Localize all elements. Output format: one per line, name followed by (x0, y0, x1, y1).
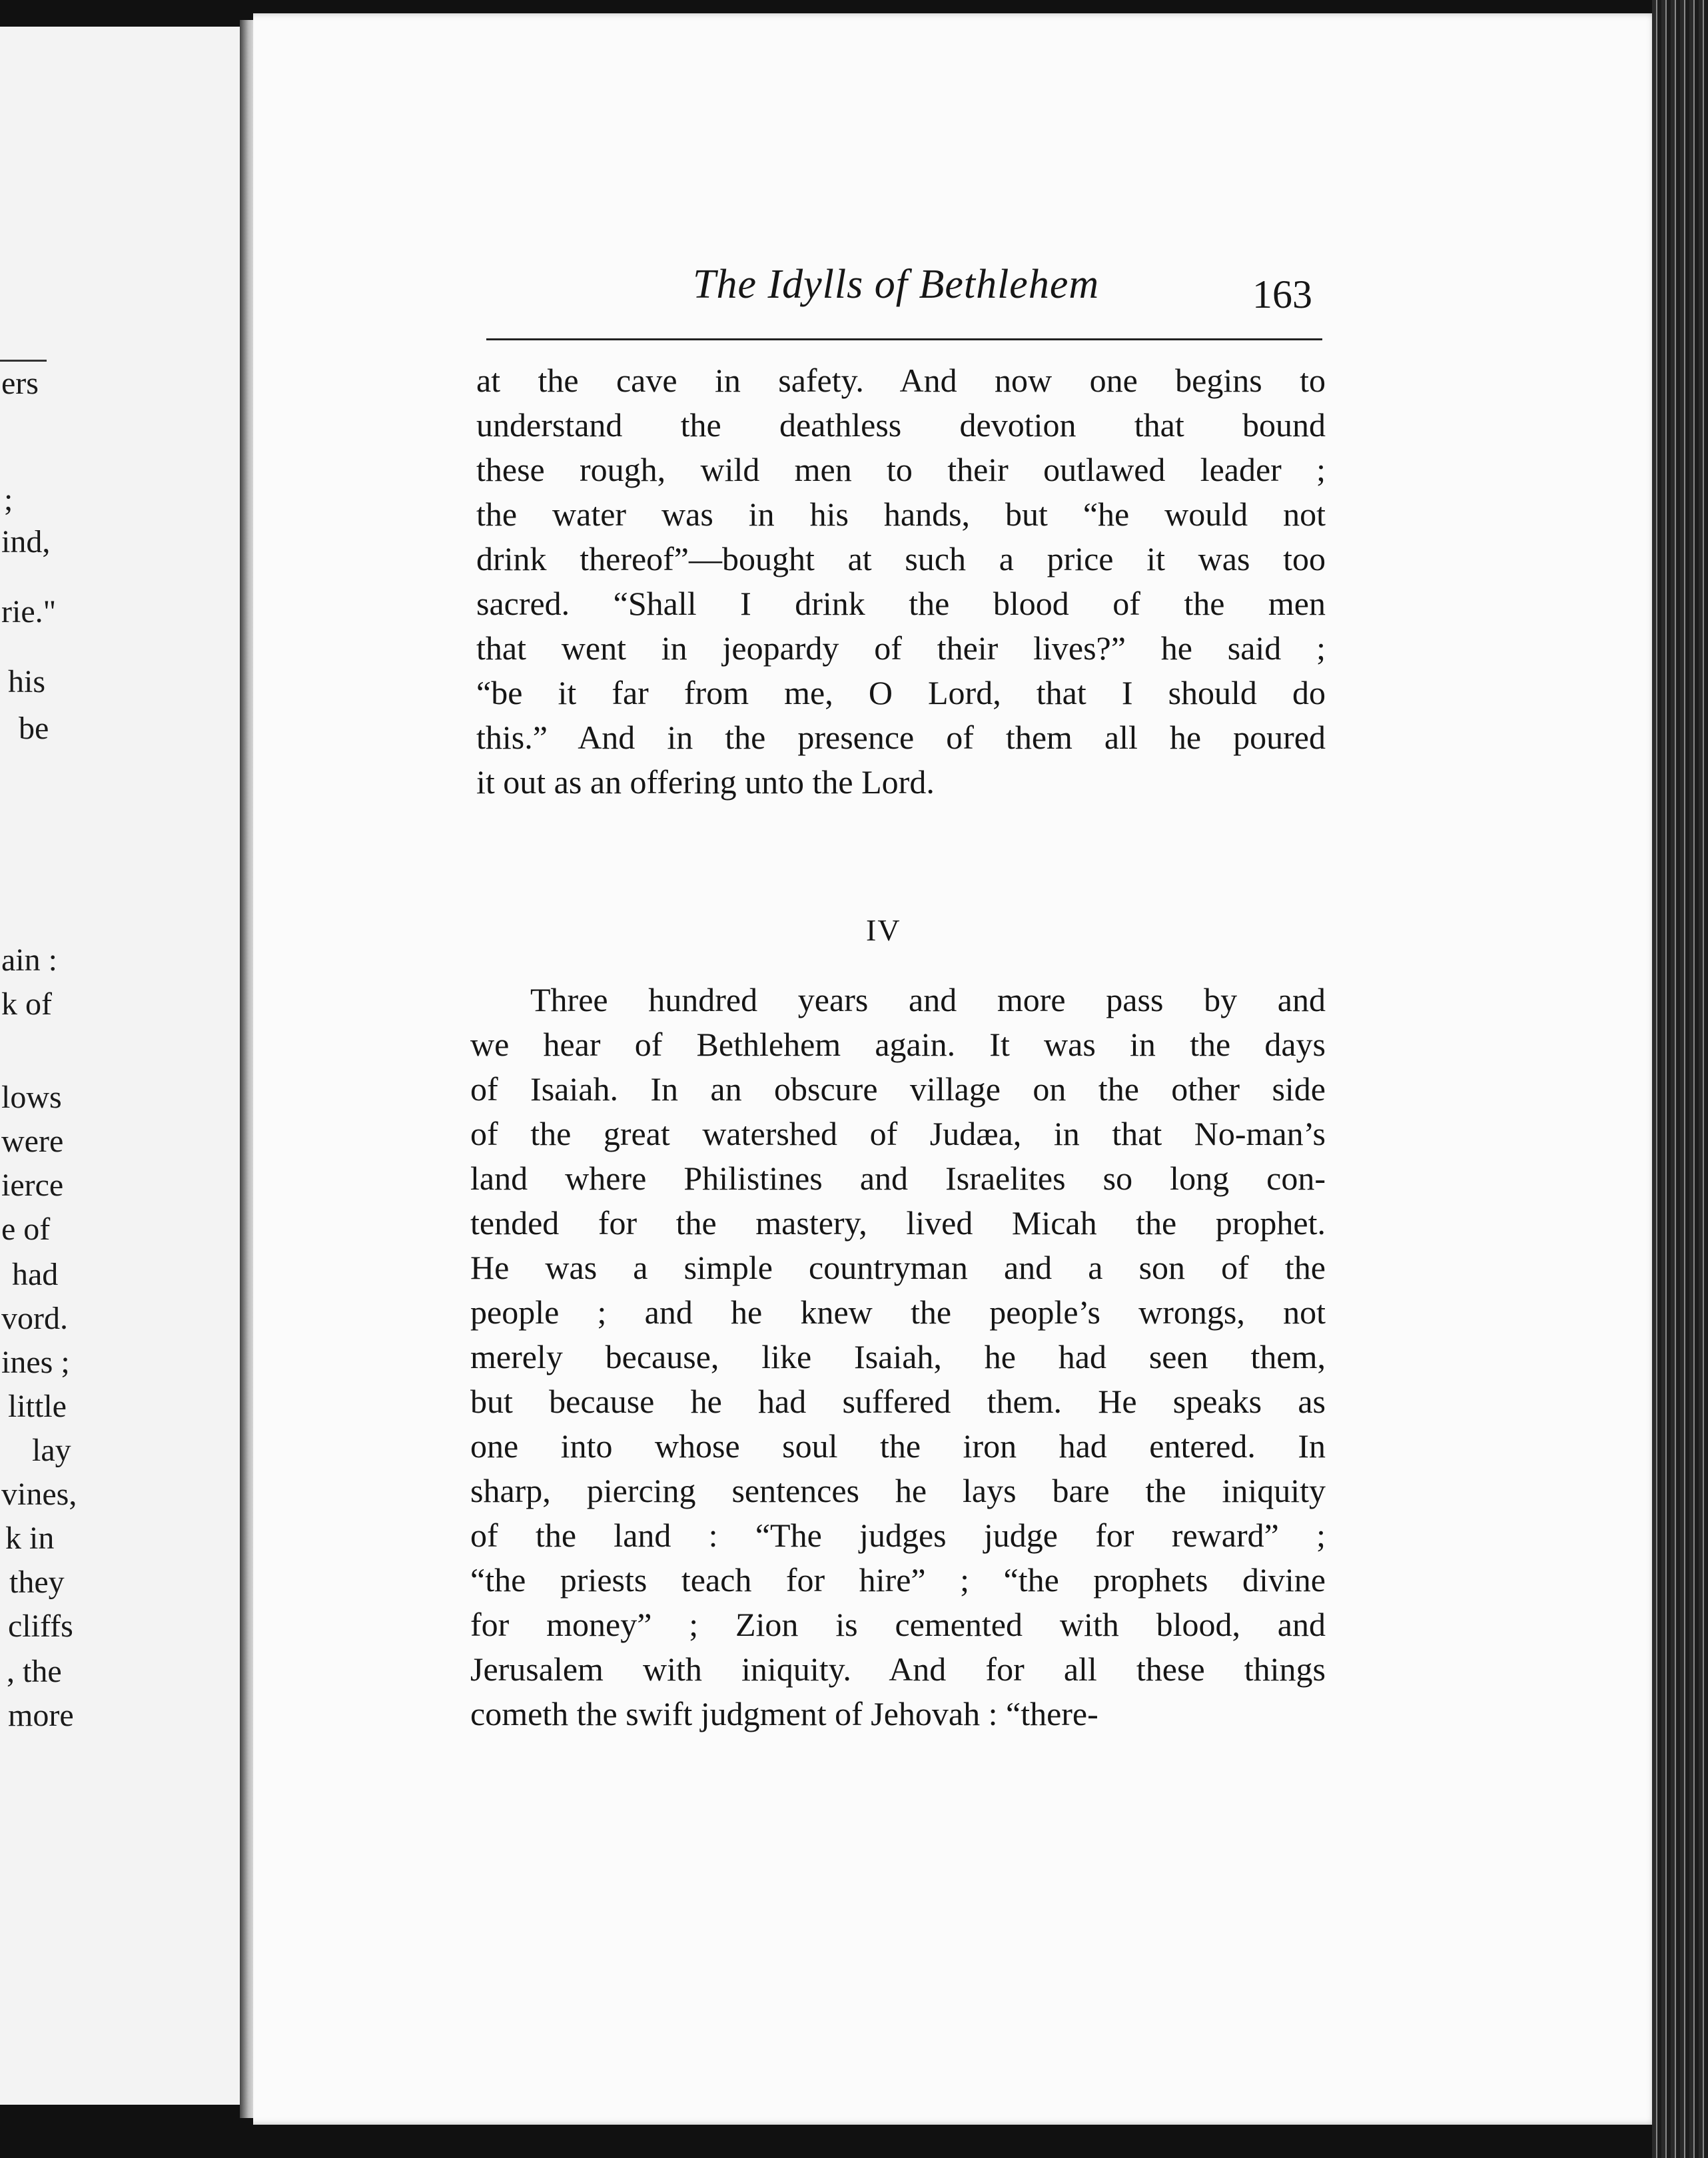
text-line: sacred. “Shall I drink the blood of the men (476, 585, 1326, 622)
facing-page-line-fragment: cliffs (8, 1609, 73, 1644)
facing-page-line-fragment: vines, (1, 1477, 77, 1512)
facing-page-line-fragment: k of (1, 986, 52, 1022)
page-edges (1652, 0, 1708, 2158)
text-line: understand the deathless devotion that bound (476, 406, 1326, 444)
text-line: Jerusalem with iniquity. And for all these things (470, 1650, 1326, 1688)
text-line: merely because, like Isaiah, he had seen them, (470, 1338, 1326, 1375)
text-line: drink thereof”—bought at such a price it was too (476, 540, 1326, 577)
text-line: “be it far from me, O Lord, that I should do (476, 674, 1326, 711)
running-head: The Idylls of Bethlehem (693, 262, 1100, 307)
facing-page-line-fragment: had (12, 1257, 59, 1292)
text-line: at the cave in safety. And now one begins to (476, 362, 1326, 399)
facing-page-line-fragment: , the (7, 1654, 62, 1689)
text-line: these rough, wild men to their outlawed leader ; (476, 451, 1326, 488)
facing-page-line-fragment: lay (32, 1433, 71, 1468)
text-line: sharp, piercing sentences he lays bare the iniquity (470, 1472, 1326, 1509)
text-line: one into whose soul the iron had entered. In (470, 1427, 1326, 1465)
facing-page-line-fragment: lows (1, 1080, 62, 1115)
section-number: IV (866, 913, 901, 947)
facing-page-line-fragment: e of (1, 1212, 51, 1247)
paragraph-2 (470, 978, 1326, 1736)
header-rule (486, 338, 1322, 340)
facing-page-line-fragment: little (8, 1389, 67, 1424)
text-line: that went in jeopardy of their lives?” he said ; (476, 629, 1326, 667)
text-line: of Isaiah. In an obscure village on the other side (470, 1070, 1326, 1108)
text-line: tended for the mastery, lived Micah the prophet. (470, 1204, 1326, 1242)
facing-page-line-fragment: rie." (1, 594, 57, 629)
facing-page-line-fragment: ind, (1, 524, 51, 559)
facing-page-line-fragment: k in (5, 1521, 55, 1556)
page-number: 163 (1252, 272, 1312, 316)
facing-page (0, 27, 242, 2105)
facing-page-line-fragment: ers (1, 366, 39, 401)
facing-page-line-fragment: vord. (1, 1301, 68, 1336)
text-line: land where Philistines and Israelites so long con- (470, 1160, 1326, 1197)
text-line: we hear of Bethlehem again. It was in the days (470, 1026, 1326, 1063)
text-line: it out as an offering unto the Lord. (476, 763, 935, 801)
facing-page-line-fragment: ; (4, 482, 13, 518)
text-line: of the great watershed of Judæa, in that No-man’s (470, 1115, 1326, 1152)
text-line: this.” And in the presence of them all he poured (476, 719, 1326, 756)
facing-page-line-fragment: they (9, 1565, 65, 1600)
text-line: the water was in his hands, but “he would not (476, 496, 1326, 533)
facing-page-line-fragment: his (8, 664, 46, 699)
facing-page-line-fragment: be (19, 711, 49, 746)
text-line: He was a simple countryman and a son of the (470, 1249, 1326, 1286)
text-line: “the priests teach for hire” ; “the prophets divine (470, 1561, 1326, 1599)
text-line: cometh the swift judgment of Jehovah : “there- (470, 1695, 1098, 1732)
text-line: people ; and he knew the people’s wrongs, not (470, 1293, 1326, 1331)
facing-page-line-fragment: were (1, 1124, 64, 1159)
facing-page-line-fragment: ines ; (1, 1345, 70, 1380)
book-gutter (240, 20, 254, 2118)
facing-page-line-fragment: more (8, 1698, 74, 1733)
text-line: Three hundred years and more pass by and (530, 981, 1326, 1018)
text-line: for money” ; Zion is cemented with blood, and (470, 1606, 1326, 1643)
facing-page-line-fragment: ierce (1, 1168, 64, 1203)
text-line: but because he had suffered them. He speaks as (470, 1383, 1326, 1420)
text-line: of the land : “The judges judge for reward” ; (470, 1517, 1326, 1554)
facing-page-line-fragment: ain : (1, 942, 57, 978)
paragraph-1 (476, 358, 1326, 805)
facing-page-head-rule (0, 360, 47, 362)
